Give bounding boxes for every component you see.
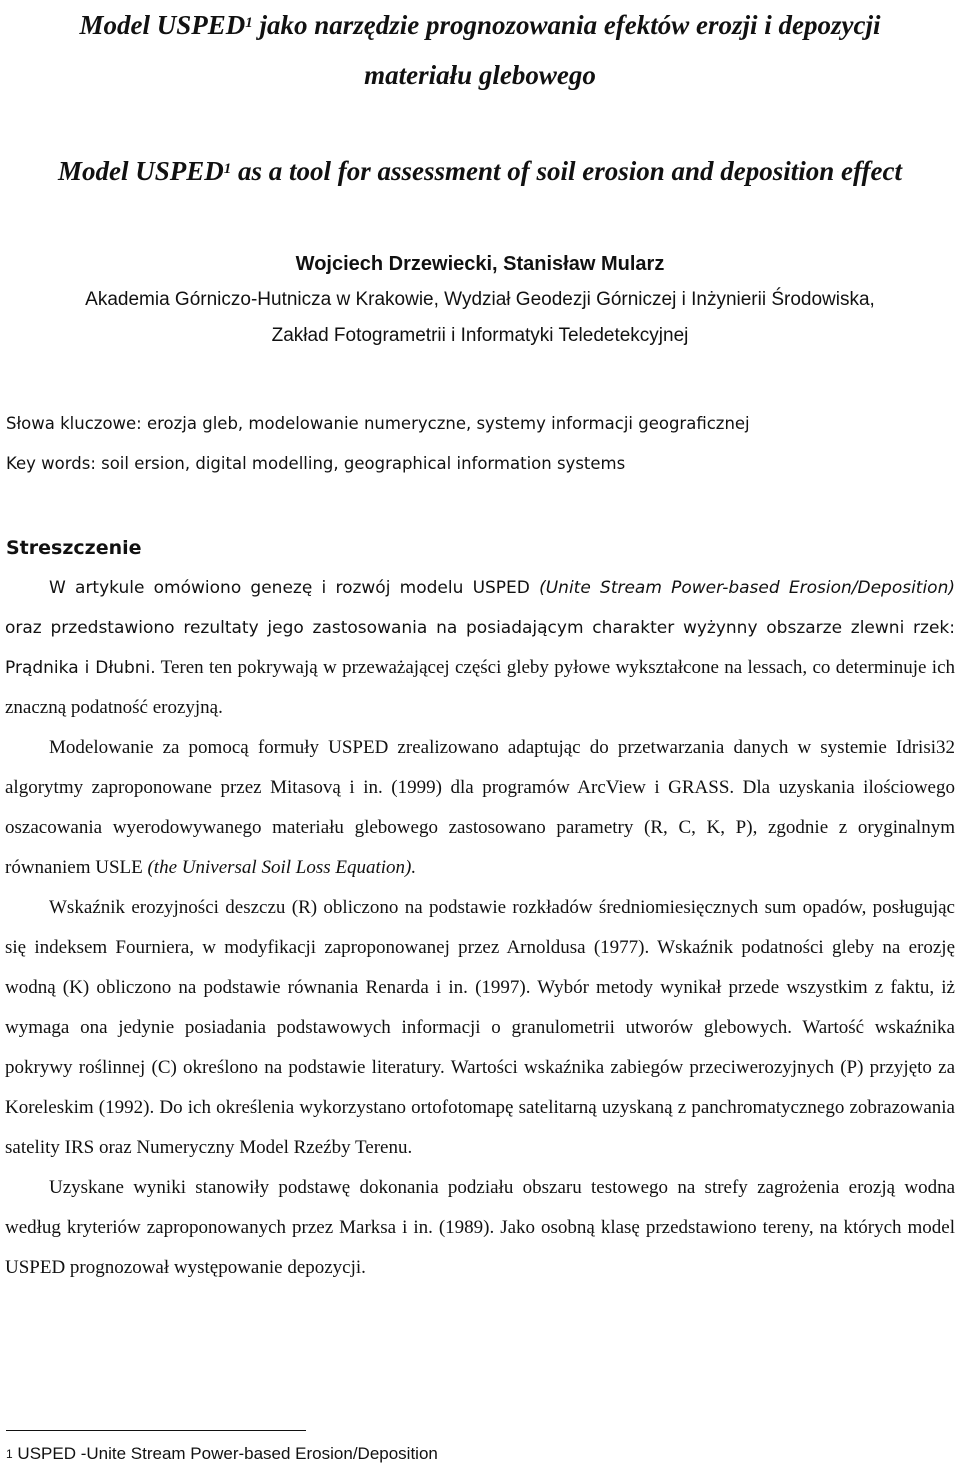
- abstract-paragraph-2: Modelowanie za pomocą formuły USPED zrealizowano adaptując do przetwarzania danych w systemie Idrisi32 algorytmy zaproponowane przez Mitasovą i in. (1999) dla programów ArcView i GRASS. Dla uzyskania ilościowego oszacowania wyerodowywanego materiału glebowego zastosowano parametry (R, C, K, P), zgodnie z oryginalnym równaniem USLE (the Universal Soil Loss Equation).: [5, 737, 955, 878]
- title-polish-line1: Model USPED$^1$ jako narzędzie prognozowania efektów erozji i depozycji: [79, 10, 881, 40]
- footnote-divider: [6, 1430, 306, 1431]
- author-block: [0, 246, 960, 354]
- title-polish-line2: materiału glebowego: [364, 60, 596, 90]
- abstract-body: [5, 568, 955, 1288]
- affiliation-line-2: Zakład Fotogrametrii i Informatyki Teledetekcyjnej: [271, 325, 689, 346]
- abstract-paragraph-4: Uzyskane wyniki stanowiły podstawę dokonania podziału obszaru testowego na strefy zagrożenia erozją wodna według kryteriów zaproponowanych przez Marksa i in. (1989). Jako osobną klasę przedstawiono tereny, na których model USPED prognozował występowanie depozycji.: [5, 1177, 955, 1278]
- affiliation-line-1: Akademia Górniczo-Hutnicza w Krakowie, Wydział Geodezji Górniczej i Inżynierii Środowiska,: [85, 289, 875, 310]
- author-names: Wojciech Drzewiecki, Stanisław Mularz: [295, 253, 665, 275]
- keywords-polish: Słowa kluczowe: erozja gleb, modelowanie numeryczne, systemy informacji geograficznej: [6, 414, 750, 433]
- footnote: $^1$ USPED -Unite Stream Power-based Erosion/Deposition: [6, 1444, 438, 1463]
- title-english: Model USPED$^1$ as a tool for assessment of soil erosion and deposition effect: [57, 156, 903, 186]
- usle-italic: (the Universal Soil Loss Equation).: [147, 857, 417, 878]
- model-name-italic: (Unite Stream Power-based Erosion/Deposition): [539, 578, 955, 598]
- title-polish: [0, 0, 960, 100]
- footnote-ref-2: 1: [223, 161, 232, 177]
- keywords-english: Key words: soil ersion, digital modelling, geographical information systems: [6, 454, 626, 473]
- footnote-marker: 1: [6, 1447, 13, 1461]
- abstract-paragraph-3: Wskaźnik erozyjności deszczu (R) obliczono na podstawie rozkładów średniomiesięcznych sum opadów, posługując się indeksem Fourniera, w modyfikacji zaproponowanej przez Arnoldusa (1977). Wskaźnik podatności gleby na erozję wodną (K) obliczono na podstawie równania Renarda i in. (1997). Wybór metody wynikał przede wszystkim z faktu, iż wymaga ona jedynie posiadania podstawowych informacji o granulometrii utworów glebowych. Wartość wskaźnika pokrywy roślinnej (C) określono na podstawie literatury. Wartości wskaźnika zabiegów przeciwerozyjnych (P) przyjęto za Koreleskim (1992). Do ich określenia wykorzystano ortofotomapę satelitarną uzyskaną z panchromatycznego zobrazowania satelity IRS oraz Numeryczny Model Rzeźby Terenu.: [5, 897, 955, 1158]
- abstract-heading: Streszczenie: [6, 537, 142, 559]
- footnote-ref-1: 1: [245, 15, 253, 31]
- abstract-paragraph-1: W artykule omówiono genezę i rozwój modelu USPED (Unite Stream Power-based Erosion/Deposition) oraz przedstawiono rezultaty jego zastosowania na posiadającym charakter wyżynny obszarze zlewni rzek: Prądnika i Dłubni. Teren ten pokrywają w przeważającej części gleby pyłowe wykształcone na lessach, co determinuje ich znaczną podatność erozyjną.: [5, 578, 955, 718]
